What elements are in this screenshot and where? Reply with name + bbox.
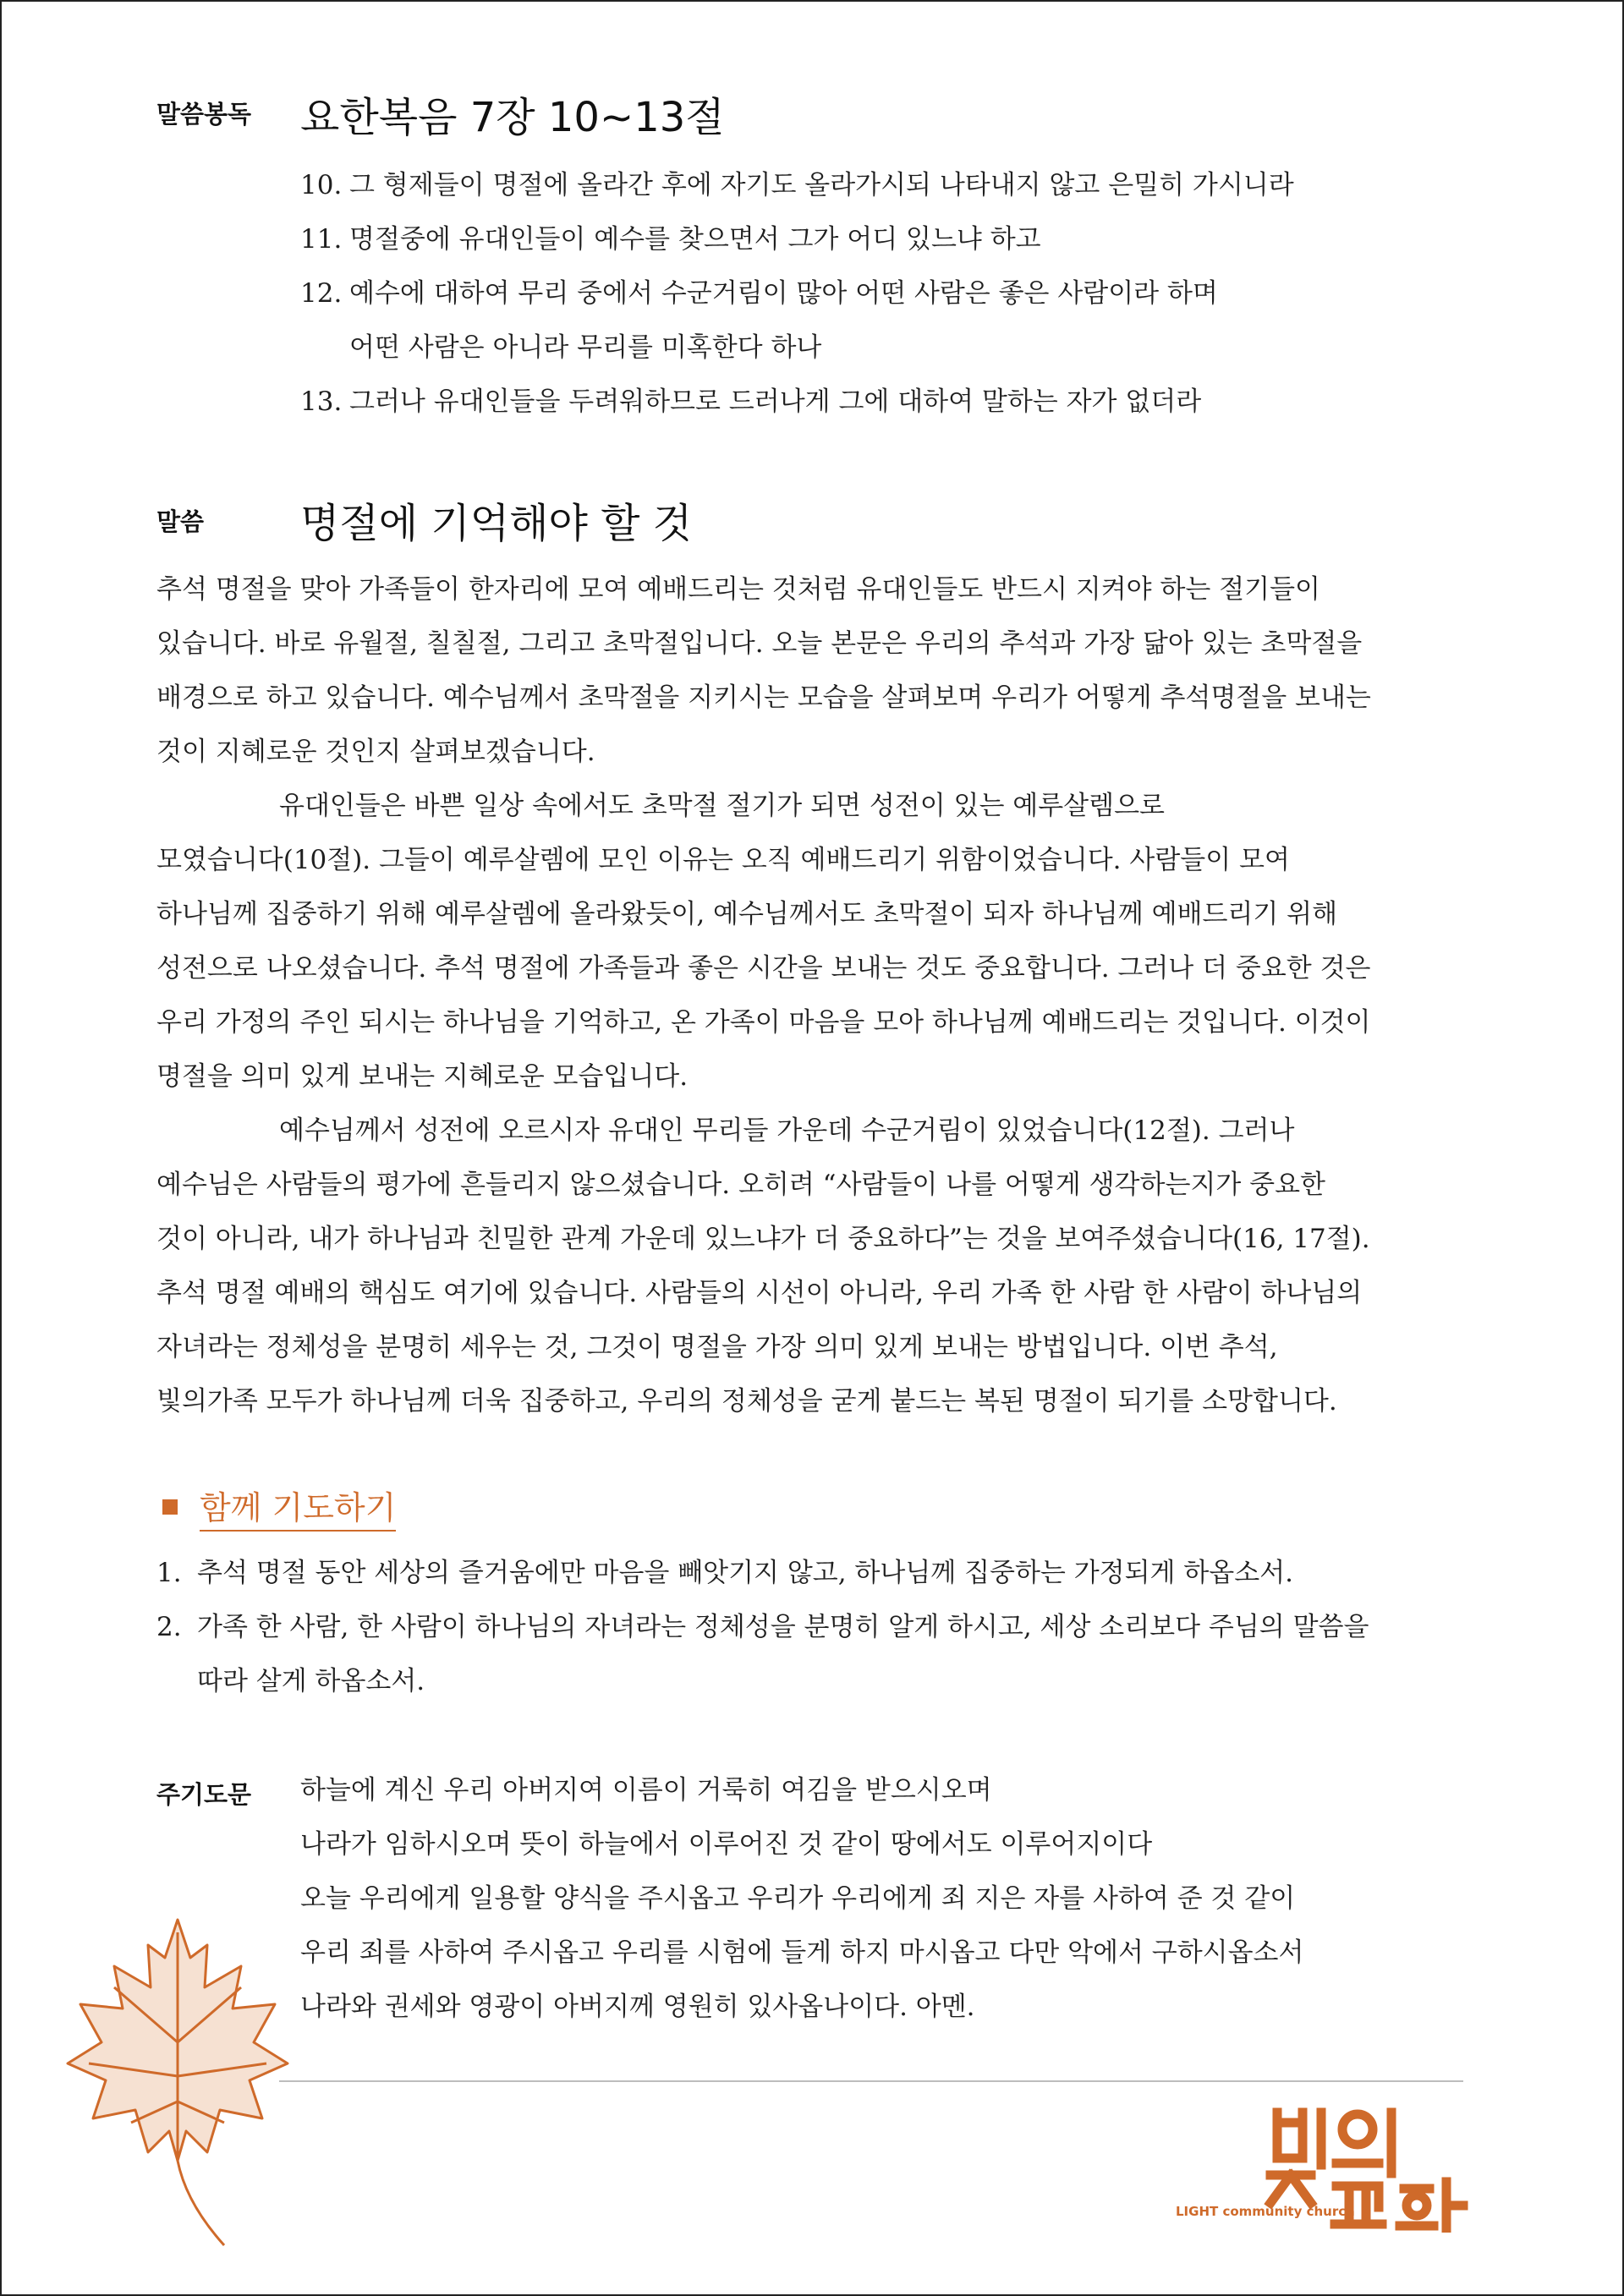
reading-title: 요한복음 7장 10~13절 [300, 94, 725, 141]
lords-prayer-line-3: 오늘 우리에게 일용할 양식을 주시옵고 우리가 우리에게 죄 지은 자를 사하여 준 것 같이 [300, 1883, 1296, 1914]
footer-divider [279, 2080, 1463, 2082]
sermon-line-16: 빛의가족 모두가 하나님께 더욱 집중하고, 우리의 정체성을 굳게 붙드는 복된 명절이 되기를 소망합니다. [156, 1386, 1337, 1417]
sermon-line-9: 우리 가정의 주인 되시는 하나님을 기억하고, 온 가족이 마음을 모아 하나님께 예배드리는 것입니다. 이것이 [156, 1007, 1371, 1038]
sermon-line-12: 예수님은 사람들의 평가에 흔들리지 않으셨습니다. 오히려 “사람들이 나를 어떻게 생각하는지가 중요한 [156, 1170, 1325, 1200]
maple-leaf-icon [59, 1907, 296, 2254]
prayer-item-2-cont: 따라 살게 하옵소서. [197, 1666, 425, 1696]
sermon-line-4: 것이 지혜로운 것인지 살펴보겠습니다. [156, 737, 595, 767]
sermon-line-14: 추석 명절 예배의 핵심도 여기에 있습니다. 사람들의 시선이 아니라, 우리 가족 한 사람 한 사람이 하나님의 [156, 1278, 1363, 1308]
reading-label: 말씀봉독 [156, 100, 252, 129]
sermon-line-1: 추석 명절을 맞아 가족들이 한자리에 모여 예배드리는 것처럼 유대인들도 반드시 지켜야 하는 절기들이 [156, 574, 1320, 605]
verse-13: 13. 그러나 유대인들을 두려워하므로 드러나게 그에 대하여 말하는 자가 없더라 [300, 386, 1202, 417]
sermon-line-5: 유대인들은 바쁜 일상 속에서도 초막절 절기가 되면 성전이 있는 예루살렘으로 [279, 791, 1165, 821]
sermon-line-10: 명절을 의미 있게 보내는 지혜로운 모습입니다. [156, 1061, 689, 1092]
sermon-line-13: 것이 아니라, 내가 하나님과 친밀한 관계 가운데 있느냐가 더 중요하다”는 것을 보여주셨습니다(16, 17절). [156, 1224, 1370, 1254]
sermon-line-2: 있습니다. 바로 유월절, 칠칠절, 그리고 초막절입니다. 오늘 본문은 우리의 추석과 가장 닮아 있는 초막절을 [156, 628, 1363, 659]
lords-prayer-line-1: 하늘에 계신 우리 아버지여 이름이 거룩히 여김을 받으시오며 [300, 1775, 992, 1806]
verse-12: 12. 예수에 대하여 무리 중에서 수군거림이 많아 어떤 사람은 좋은 사람이라 하며 [300, 278, 1218, 309]
verse-12-cont: 어떤 사람은 아니라 무리를 미혹한다 하나 [349, 332, 822, 363]
prayer-item-1: 1. 추석 명절 동안 세상의 즐거움에만 마음을 빼앗기지 않고, 하나님께 집중하는 가정되게 하옵소서. [156, 1558, 1293, 1588]
sermon-line-11: 예수님께서 성전에 오르시자 유대인 무리들 가운데 수군거림이 있었습니다(12절). 그러나 [279, 1115, 1295, 1146]
sermon-line-3: 배경으로 하고 있습니다. 예수님께서 초막절을 지키시는 모습을 살펴보며 우리가 어떻게 추석명절을 보내는 [156, 682, 1371, 713]
lords-prayer-label: 주기도문 [156, 1780, 252, 1809]
prayer-item-2: 2. 가족 한 사람, 한 사람이 하나님의 자녀라는 정체성을 분명히 알게 하시고, 세상 소리보다 주님의 말씀을 [156, 1612, 1369, 1642]
lords-prayer-line-4: 우리 죄를 사하여 주시옵고 우리를 시험에 들게 하지 마시옵고 다만 악에서 구하시옵소서 [300, 1937, 1304, 1968]
lords-prayer-line-5: 나라와 권세와 영광이 아버지께 영원히 있사옵나이다. 아멘. [300, 1992, 975, 2022]
sermon-line-15: 자녀라는 정체성을 분명히 세우는 것, 그것이 명절을 가장 의미 있게 보내는 방법입니다. 이번 추석, [156, 1332, 1278, 1362]
square-bullet-icon [162, 1499, 178, 1515]
sermon-title: 명절에 기억해야 할 것 [300, 500, 693, 547]
prayer-heading: 함께 기도하기 [162, 1482, 396, 1532]
logo-subtitle: LIGHT community church [1176, 2204, 1355, 2219]
lords-prayer-line-2: 나라가 임하시오며 뜻이 하늘에서 이루어진 것 같이 땅에서도 이루어지이다 [300, 1829, 1153, 1860]
sermon-line-6: 모였습니다(10절). 그들이 예루살렘에 모인 이유는 오직 예배드리기 위함이었습니다. 사람들이 모여 [156, 845, 1290, 875]
verse-11: 11. 명절중에 유대인들이 예수를 찾으면서 그가 어디 있느냐 하고 [300, 224, 1041, 255]
verse-10: 10. 그 형제들이 명절에 올라간 후에 자기도 올라가시되 나타내지 않고 은밀히 가시니라 [300, 170, 1294, 200]
sermon-label: 말씀 [156, 507, 205, 536]
sermon-line-7: 하나님께 집중하기 위해 예루살렘에 올라왔듯이, 예수님께서도 초막절이 되자 하나님께 예배드리기 위해 [156, 899, 1338, 929]
sermon-line-8: 성전으로 나오셨습니다. 추석 명절에 가족들과 좋은 시간을 보내는 것도 중요합니다. 그러나 더 중요한 것은 [156, 953, 1371, 984]
